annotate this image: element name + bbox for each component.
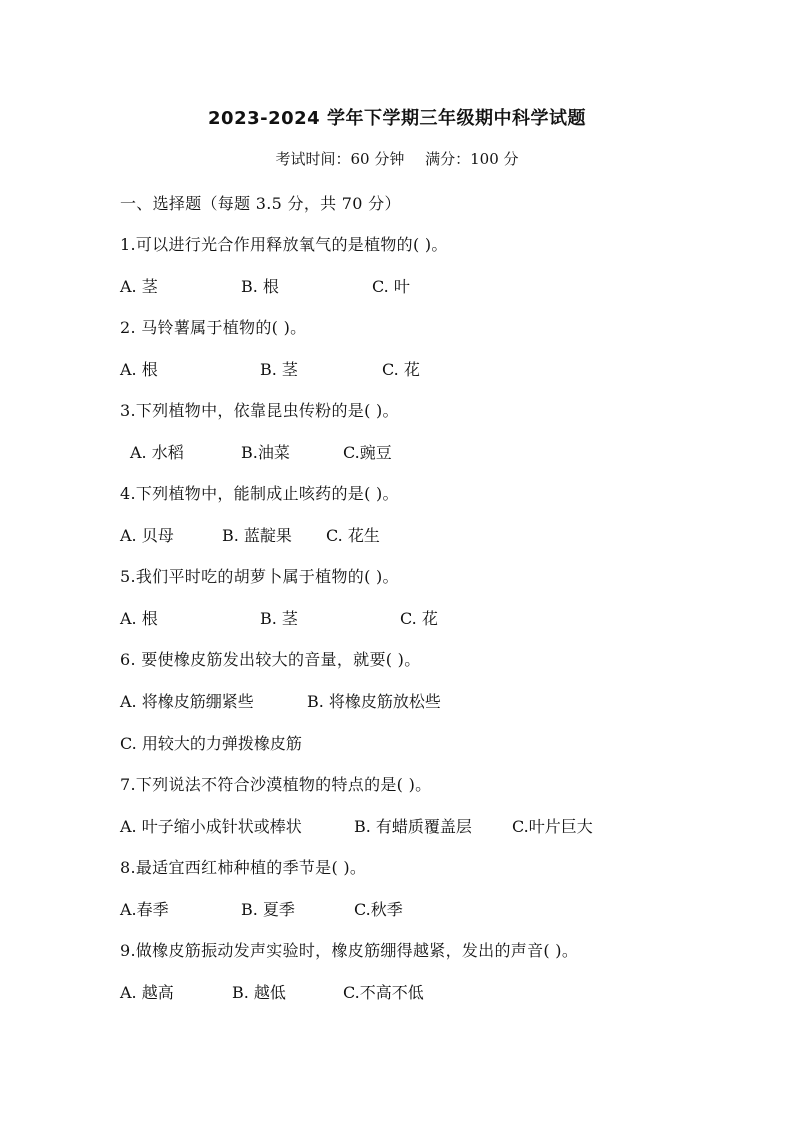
- q1-option-a: A. 茎: [120, 277, 158, 296]
- exam-meta: [0, 148, 794, 169]
- q6-option-b: B. 将橡皮筋放松些: [307, 692, 441, 711]
- q7-option-c: C.叶片巨大: [512, 817, 593, 836]
- question-3: 3.下列植物中，依靠昆虫传粉的是( )。: [120, 401, 399, 420]
- q7-option-a: A. 叶子缩小成针状或棒状: [120, 817, 302, 836]
- q5-option-b: B. 茎: [260, 609, 298, 628]
- question-8: 8.最适宜西红柿种植的季节是( )。: [120, 858, 367, 877]
- q4-option-b: B. 蓝靛果: [222, 526, 292, 545]
- q3-option-b: B.油菜: [241, 443, 290, 462]
- page-title: 2023-2024 学年下学期三年级期中科学试题: [208, 108, 586, 129]
- q2-option-a: A. 根: [120, 360, 158, 379]
- q8-option-c: C.秋季: [354, 900, 403, 919]
- q9-option-c: C.不高不低: [343, 983, 424, 1002]
- q9-option-b: B. 越低: [232, 983, 286, 1002]
- question-1: 1.可以进行光合作用释放氧气的是植物的( )。: [120, 235, 448, 254]
- q3-option-a: A. 水稻: [130, 443, 184, 462]
- question-4: 4.下列植物中，能制成止咳药的是( )。: [120, 484, 399, 503]
- section-heading: 一、选择题（每题 3.5 分，共 70 分）: [120, 194, 401, 213]
- question-5: 5.我们平时吃的胡萝卜属于植物的( )。: [120, 567, 399, 586]
- q3-option-c: C.豌豆: [343, 443, 392, 462]
- q2-option-c: C. 花: [382, 360, 420, 379]
- q6-option-a: A. 将橡皮筋绷紧些: [120, 692, 254, 711]
- exam-score: 满分：100 分: [425, 150, 519, 168]
- q2-option-b: B. 茎: [260, 360, 298, 379]
- q9-option-a: A. 越高: [120, 983, 174, 1002]
- q7-option-b: B. 有蜡质覆盖层: [354, 817, 472, 836]
- q1-option-b: B. 根: [241, 277, 279, 296]
- q8-option-a: A.春季: [120, 900, 169, 919]
- question-6: 6. 要使橡皮筋发出较大的音量，就要( )。: [120, 650, 421, 669]
- q8-option-b: B. 夏季: [241, 900, 295, 919]
- question-9: 9.做橡皮筋振动发声实验时，橡皮筋绷得越紧，发出的声音( )。: [120, 941, 579, 960]
- question-7: 7.下列说法不符合沙漠植物的特点的是( )。: [120, 775, 432, 794]
- q4-option-c: C. 花生: [326, 526, 380, 545]
- q6-option-c: C. 用较大的力弹拨橡皮筋: [120, 734, 302, 753]
- q5-option-a: A. 根: [120, 609, 158, 628]
- q4-option-a: A. 贝母: [120, 526, 174, 545]
- q1-option-c: C. 叶: [372, 277, 410, 296]
- q5-option-c: C. 花: [400, 609, 438, 628]
- exam-time: 考试时间：60 分钟: [275, 150, 405, 168]
- question-2: 2. 马铃薯属于植物的( )。: [120, 318, 307, 337]
